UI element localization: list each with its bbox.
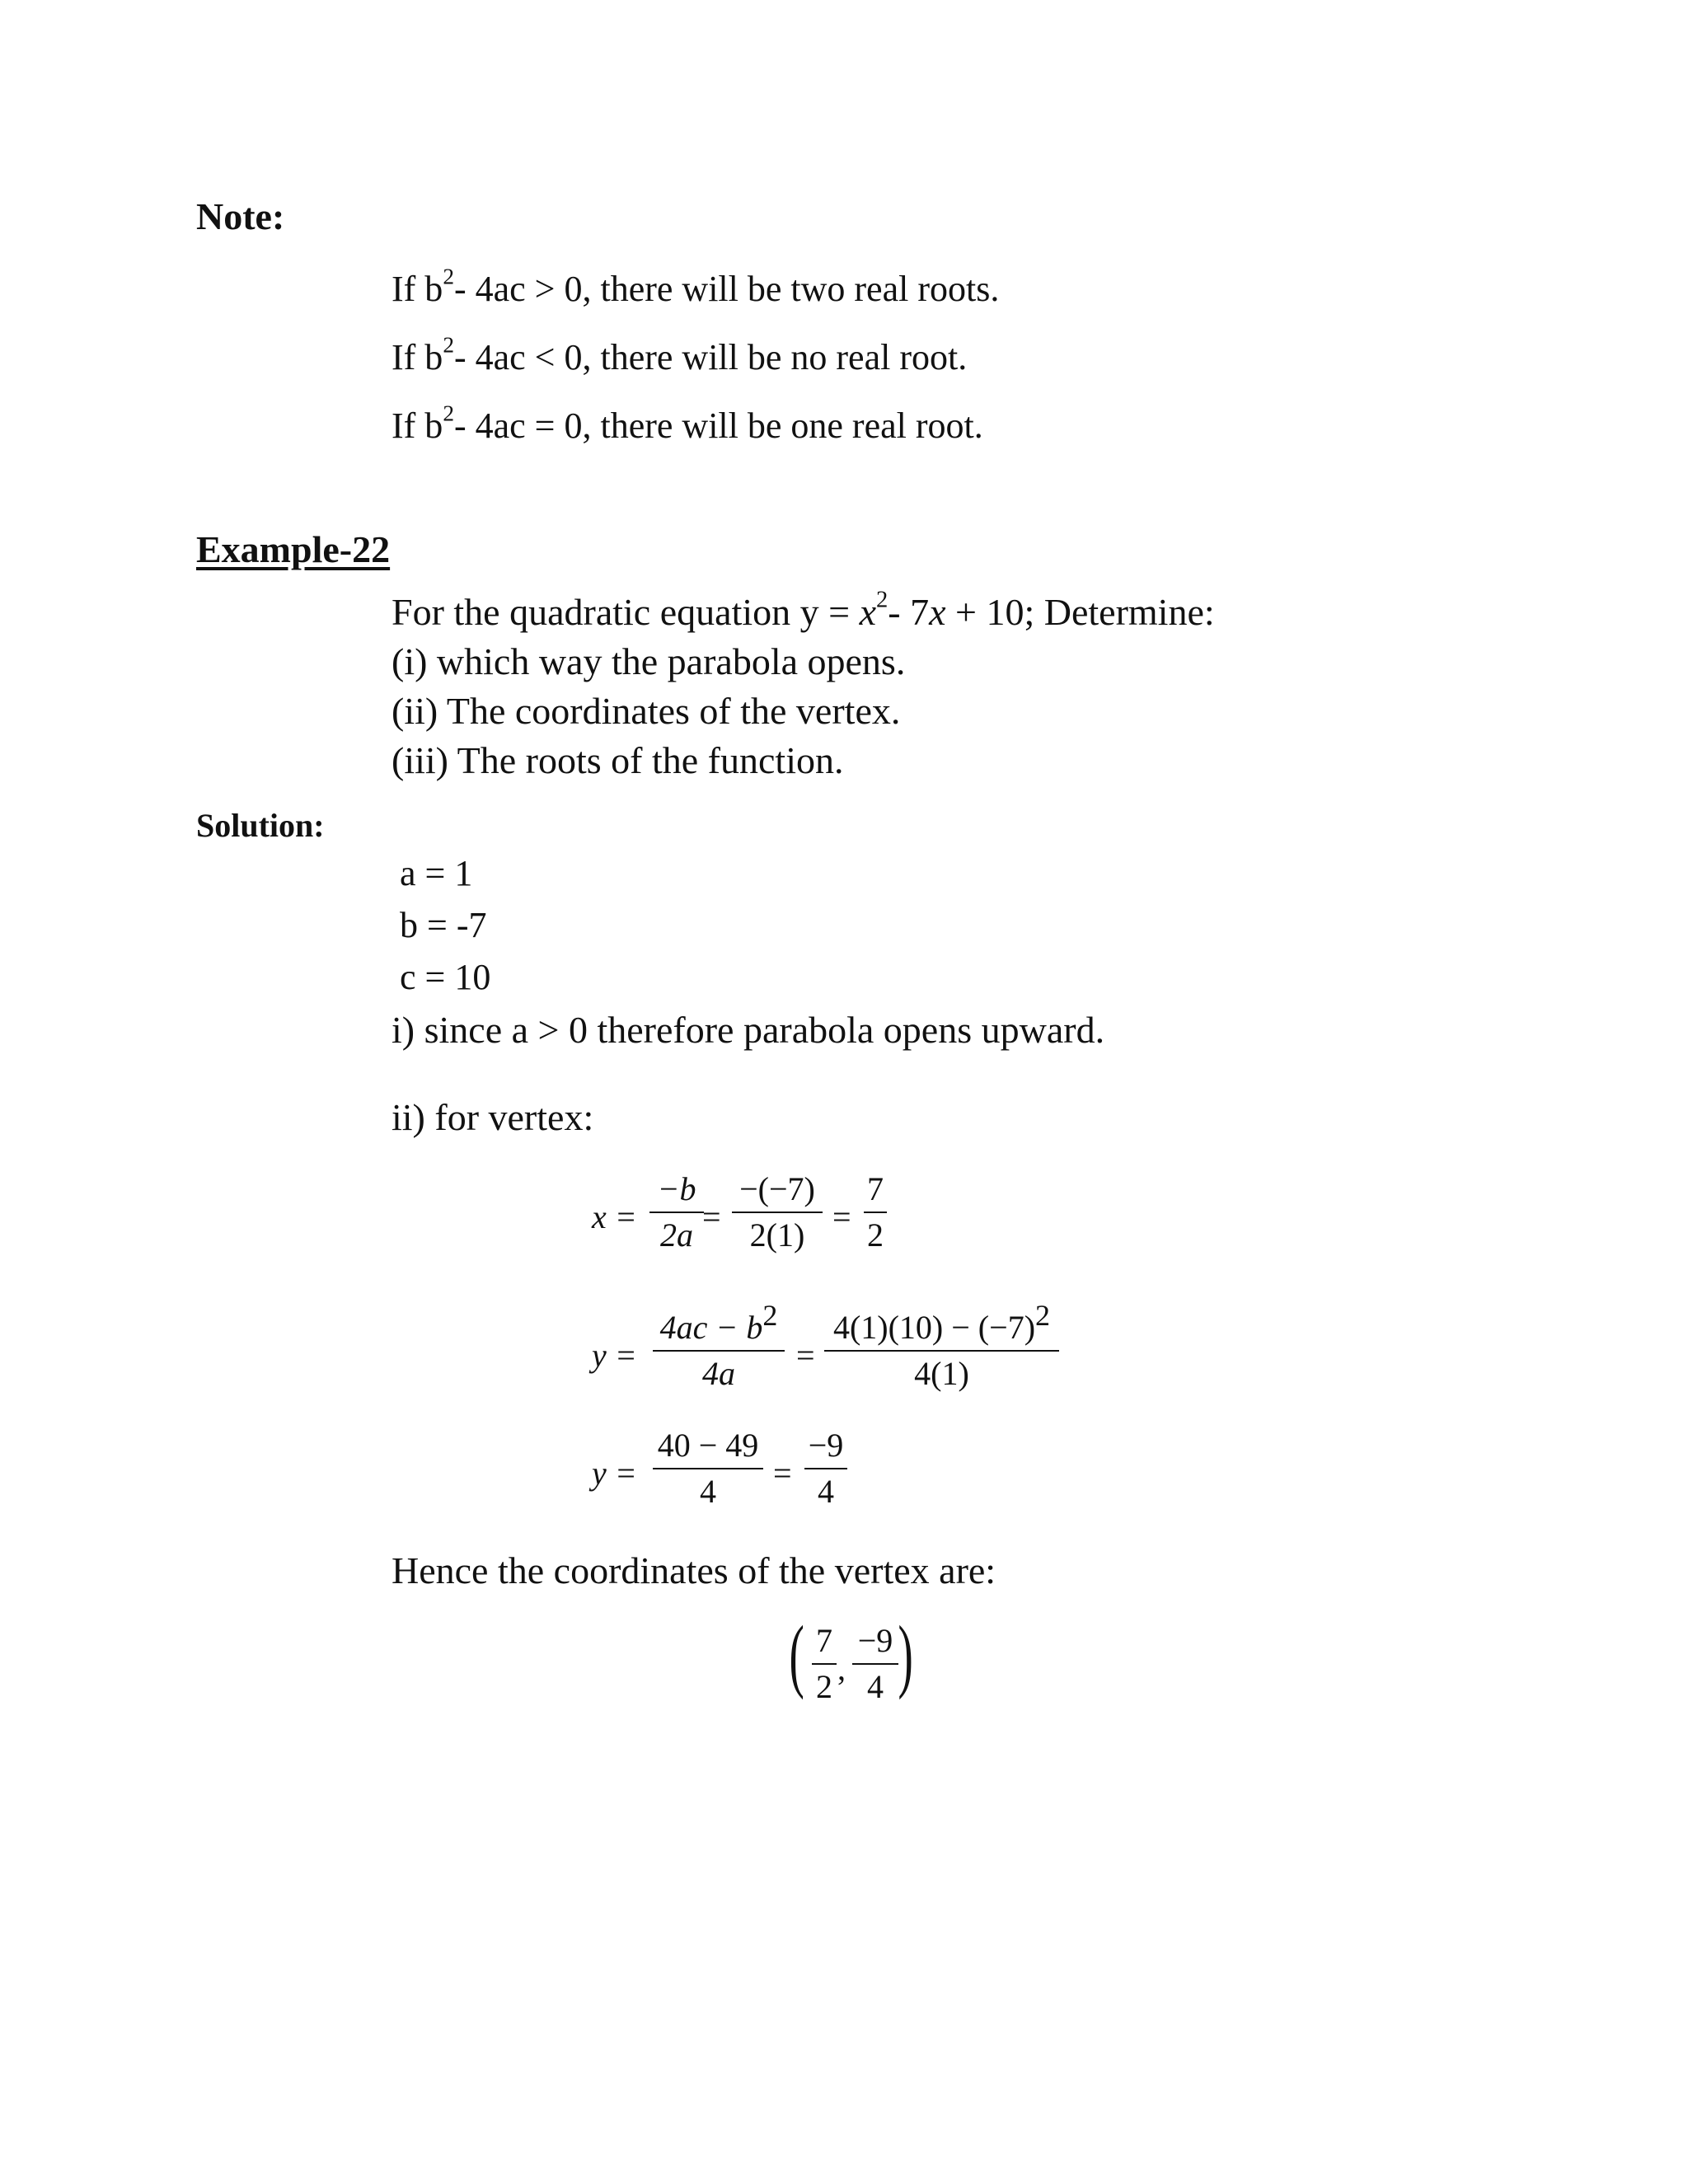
- eq-x-lhs: x =: [592, 1198, 637, 1235]
- eq-x-frac-2: [732, 1170, 823, 1254]
- eq-x-frac-3-den: 2: [867, 1216, 884, 1254]
- eq-y1-frac-1: [653, 1298, 785, 1393]
- part-i-text: i) since a > 0 therefore parabola opens upward.: [392, 1009, 1105, 1051]
- eq-y2-frac-1-num: 40 − 49: [657, 1427, 759, 1464]
- vertex-y-den: 4: [867, 1668, 884, 1705]
- solution-heading: Solution:: [196, 807, 325, 844]
- vertex-y-num: −9: [857, 1622, 893, 1659]
- vertex-y-frac: [852, 1622, 898, 1706]
- eq-x-eq-1: =: [702, 1198, 721, 1235]
- eq-x-frac-3: [864, 1170, 887, 1254]
- eq-x-frac-2-num: −(−7): [739, 1170, 815, 1207]
- eq-x-frac-2-den: 2(1): [749, 1216, 805, 1254]
- eq-y2-frac-2: [804, 1427, 847, 1511]
- eq-y1-eq-1: =: [796, 1337, 815, 1374]
- eq-x-frac-1-num: −b: [657, 1170, 696, 1207]
- eq-y1-frac-1-sup: 2: [762, 1298, 778, 1332]
- example-intro: For the quadratic equation $y = x^2-$ 7x + 10; Determine:: [392, 587, 1215, 633]
- eq-x-eq-2: =: [832, 1198, 851, 1235]
- coefficient-c: c = 10: [400, 957, 491, 997]
- eq-x-frac-1-den: 2a: [660, 1216, 693, 1254]
- eq-y2-frac-1-den: 4: [700, 1473, 716, 1510]
- eq-y2-frac-1: [653, 1427, 763, 1511]
- eq-y1-lhs: y =: [592, 1337, 637, 1374]
- part-ii-text: ii) for vertex:: [392, 1096, 594, 1138]
- vertex-open-paren: (: [789, 1609, 804, 1700]
- eq-y1-frac-2: [824, 1298, 1059, 1393]
- eq-y1-frac-2-sup: 2: [1035, 1298, 1051, 1332]
- eq-y2-frac-2-den: 4: [818, 1473, 834, 1510]
- coefficient-a: a = 1: [400, 853, 473, 893]
- example-item-1: (i) which way the parabola opens.: [392, 640, 906, 682]
- vertex-close-paren: ): [898, 1609, 913, 1700]
- vertex-separator: ,: [837, 1650, 846, 1687]
- vertex-x-num: 7: [816, 1622, 832, 1659]
- eq-y1-frac-2-den: 4(1): [914, 1355, 969, 1392]
- example-item-2: (ii) The coordinates of the vertex.: [392, 690, 901, 732]
- eq-x-frac-1: [649, 1170, 704, 1254]
- eq-y2-frac-2-num: −9: [808, 1427, 844, 1464]
- eq-y2-lhs: y =: [592, 1455, 637, 1492]
- example-heading: Example-22: [196, 528, 391, 570]
- eq-y1-frac-1-den: 4a: [702, 1355, 735, 1392]
- conclusion-text: Hence the coordinates of the vertex are:: [392, 1549, 996, 1591]
- eq-y1-frac-1-num: 4ac − b: [659, 1309, 763, 1346]
- note-line-2: If $b^2-$ 4ac < 0, there will be no real root.: [392, 332, 968, 377]
- eq-y2-eq-1: =: [773, 1455, 792, 1492]
- note-line-3: If $b^2-$ 4ac = 0, there will be one real root.: [392, 401, 983, 446]
- vertex-x-den: 2: [816, 1668, 832, 1705]
- eq-y1-frac-2-num: 4(1)(10) − (−7): [832, 1309, 1036, 1346]
- example-item-3: (iii) The roots of the function.: [392, 739, 844, 781]
- eq-x-frac-3-num: 7: [867, 1170, 884, 1207]
- note-line-1: If $b^2-$ 4ac > 0, there will be two real roots.: [392, 264, 1000, 309]
- note-heading: Note:: [196, 195, 285, 237]
- coefficient-b: b = -7: [400, 905, 487, 945]
- vertex-x-frac: [812, 1622, 837, 1706]
